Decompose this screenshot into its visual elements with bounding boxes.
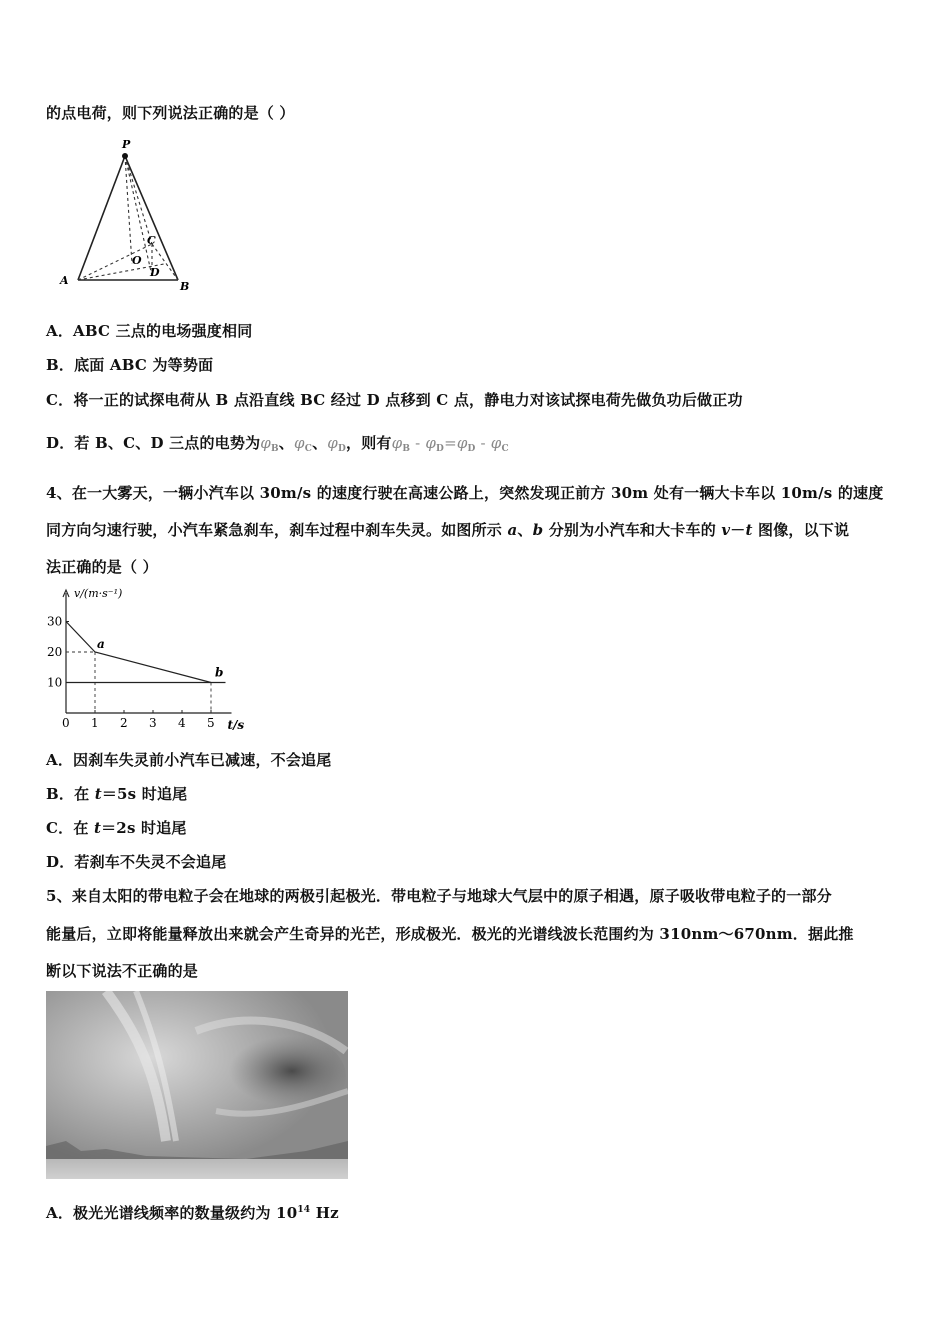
q3-option-b: B．底面 ABC 为等势面 — [46, 356, 214, 374]
tetrahedron-figure — [52, 136, 202, 296]
series-line-a — [66, 622, 211, 683]
y-tick-label: 30 — [47, 614, 63, 629]
q4-option-a: A．因刹车失灵前小汽车已减速，不会追尾 — [46, 751, 332, 769]
q3-option-c: C．将一正的试探电荷从 B 点沿直线 BC 经过 D 点移到 C 点，静电力对该试探电荷先做负功后做正功 — [46, 391, 743, 409]
label-O: O — [132, 254, 142, 267]
q4-option-d: D．若刹车不失灵不会追尾 — [46, 853, 227, 871]
q3-stem-tail: 的点电荷，则下列说法正确的是（ ） — [46, 104, 295, 122]
q5-stem-line1: 5、来自太阳的带电粒子会在地球的两极引起极光．带电粒子与地球大气层中的原子相遇，原子吸收带电粒子的一部分 — [46, 887, 832, 905]
series-label-b: b — [215, 665, 224, 680]
y-axis-label: v/(m·s⁻¹) — [74, 587, 123, 600]
q4-option-b: B．在 t＝5s 时追尾 — [46, 785, 188, 803]
q3-option-a: A．ABC 三点的电场强度相同 — [46, 322, 253, 340]
y-tick-label: 20 — [47, 645, 63, 659]
x-axis-label: t/s — [227, 718, 245, 730]
q5-option-a: A．极光光谱线频率的数量级约为 $10^{14}$ Hz — [46, 1204, 339, 1222]
aurora-photo — [46, 991, 348, 1179]
series-label-a: a — [97, 637, 105, 651]
q4-stem-line1: 4、在一大雾天，一辆小汽车以 30m/s 的速度行驶在高速公路上，突然发现正前方 30m 处有一辆大卡车以 10m/s 的速度 — [46, 484, 884, 502]
x-tick-label: 4 — [178, 716, 186, 730]
vt-chart — [40, 585, 260, 730]
x-tick-label: 3 — [149, 716, 157, 730]
q5-stem-line2: 能量后，立即将能量释放出来就会产生奇异的光芒，形成极光．极光的光谱线波长范围约为 310nm～670nm．据此推 — [46, 925, 854, 943]
q4-stem-line2: 同方向匀速行驶，小汽车紧急刹车，刹车过程中刹车失灵。如图所示 a、b 分别为小汽车和大卡车的 v－t 图像，以下说 — [46, 521, 850, 539]
x-tick-label: 2 — [120, 716, 128, 730]
y-tick-label: 10 — [47, 675, 63, 690]
q4-stem-line3: 法正确的是（ ） — [46, 558, 158, 576]
q5-stem-line3: 断以下说法不正确的是 — [46, 962, 199, 980]
label-D: D — [150, 266, 160, 279]
label-C: C — [147, 234, 156, 247]
label-B: B — [180, 280, 190, 293]
q4-option-c: C．在 t＝2s 时追尾 — [46, 819, 187, 837]
x-tick-label: 1 — [91, 716, 99, 730]
x-tick-label: 0 — [62, 716, 70, 730]
q3-option-d: D．若 B、C、D 三点的电势为$\varphi_B$、$\varphi_C$、$\varphi_D$，则有$\varphi_B - \varphi_D=\varphi_D - \varphi_C$ — [46, 434, 509, 454]
x-tick-label: 5 — [207, 716, 215, 730]
label-P: P — [122, 138, 131, 151]
label-A: A — [60, 274, 69, 287]
